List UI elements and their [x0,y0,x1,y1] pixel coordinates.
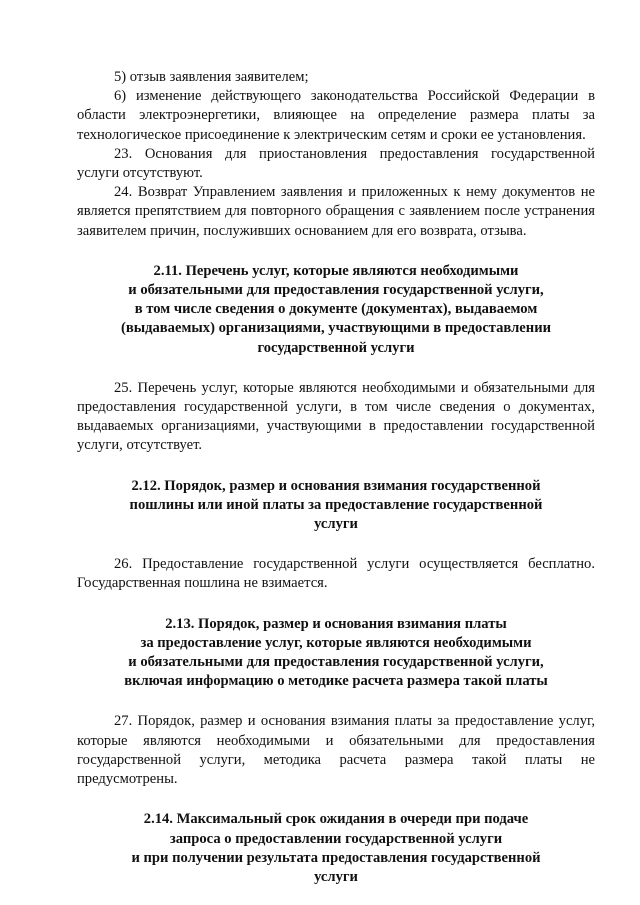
spacer [77,534,595,555]
section-heading-2-11 [77,262,595,358]
heading-line: и обязательными для предоставления государственной услуги, [128,282,544,299]
spacer [77,241,595,262]
document-page [77,68,595,887]
paragraph-6: 6) изменение действующего законодательства Российской Федерации в области электроэнергетики, влияющее на определение размера платы за технологическое присоединение к электрическим сетям и сроки ее установления. [77,88,595,143]
heading-line: в том числе сведения о документе (документах), выдаваемом [134,301,538,318]
section-heading-2-14 [77,810,595,887]
section-heading-2-13 [77,615,595,692]
heading-line: 2.14. Максимальный срок ожидания в очереди при подаче [143,811,529,828]
spacer [77,456,595,477]
spacer [77,789,595,810]
heading-line: 2.13. Порядок, размер и основания взимания платы [165,615,507,632]
paragraph-24: 24. Возврат Управлением заявления и приложенных к нему документов не является препятствием для повторного обращения с заявлением после устранения заявителем причин, послуживших основанием для его возврата, отзыва. [77,184,595,239]
heading-line: 2.11. Перечень услуг, которые являются необходимыми [153,262,519,279]
heading-line: и обязательными для предоставления государственной услуги, [128,654,544,671]
heading-line: государственной услуги [257,339,415,356]
heading-line: услуги [314,516,358,533]
heading-line: за предоставление услуг, которые являются необходимыми [140,634,532,651]
spacer [77,691,595,712]
heading-line: запроса о предоставлении государственной услуги [169,830,503,847]
heading-line: услуги [314,868,358,885]
paragraph-27: 27. Порядок, размер и основания взимания платы за предоставление услуг, которые являются необходимыми и обязательными для предоставления государственной услуги, методика расчета размера такой платы не предусмотрены. [77,713,595,788]
paragraph-5: 5) отзыв заявления заявителем; [114,69,309,85]
section-heading-2-12 [77,477,595,535]
heading-line: 2.12. Порядок, размер и основания взимания государственной [131,477,541,494]
heading-line: (выдаваемых) организациями, участвующими в предоставлении [120,320,552,337]
heading-line: и при получении результата предоставления государственной [131,849,541,866]
paragraph-23: 23. Основания для приостановления предоставления государственной услуги отсутствуют. [77,145,595,182]
paragraph-26: 26. Предоставление государственной услуги осуществляется бесплатно. Государственная пошлина не взимается. [77,556,595,592]
spacer [77,358,595,379]
heading-line: включая информацию о методике расчета размера такой платы [124,673,548,690]
heading-line: пошлины или иной платы за предоставление государственной [129,496,543,513]
paragraph-25: 25. Перечень услуг, которые являются необходимыми и обязательными для предоставления государственной услуги, в том числе сведения о документах, выдаваемых организациями, участвующими в предоставлении государственной услуги, отсутствует. [77,379,595,454]
spacer [77,594,595,615]
